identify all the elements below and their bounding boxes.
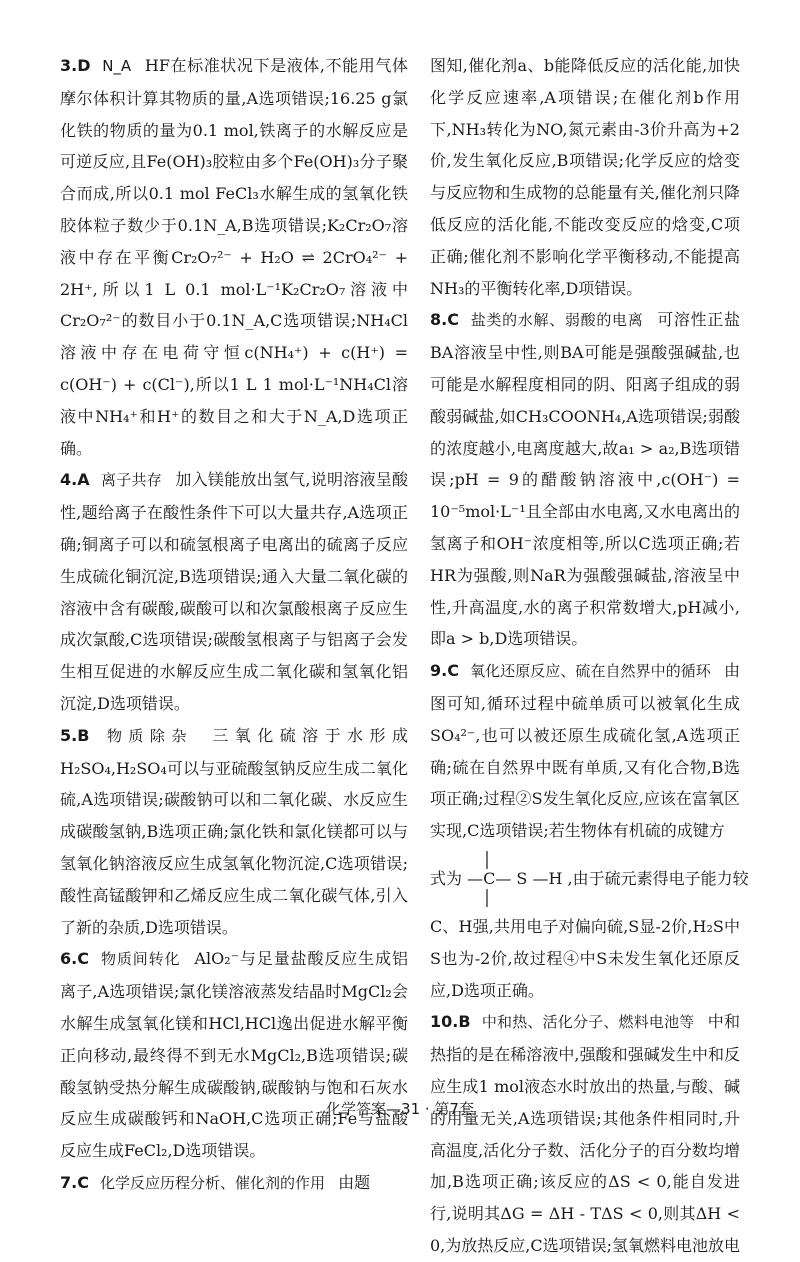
answer-text: 中和热指的是在稀溶液中,强酸和强碱发生中和反应生成1 mol液态水时放出的热量,与酸、碱的用量无关,A选项错误;其他条件相同时,升高温度,活化分子数、活化分子的百分数均增加,B选项正确;该反应的ΔS < 0,能自发进行,说明其ΔG = ΔH - TΔS < 0,则其ΔH < 0,为放热反应,C选项错误;氢氧燃料电池放电: [430, 1012, 740, 1255]
answer-number: 10.B: [430, 1012, 471, 1032]
left-column: [60, 50, 408, 1200]
answer-topic: 物质除杂: [106, 726, 193, 745]
answer-number: 6.C: [60, 949, 89, 969]
structure-formula-text: 式为 —C— S —H ,由于硫元素得电子能力较: [430, 868, 749, 888]
answer-item-6: [60, 943, 408, 1167]
answer-text: AlO₂⁻与足量盐酸反应生成铝离子,A选项错误;氯化镁溶液蒸发结晶时MgCl₂会水解生成氢氧化镁和HCl,HCl逸出促进水解平衡正向移动,最终得不到无水MgCl₂,B选项错误;碳酸氢钠受热分解生成碳酸钠,碳酸钠与饱和石灰水反应生成碳酸钙和NaOH,C选项正确;Fe与盐酸反应生成FeCl₂,D选项错误。: [60, 949, 408, 1161]
structure-formula-line: [430, 847, 749, 911]
answer-topic: 物质间转化: [100, 950, 181, 969]
answer-item-3: [60, 50, 408, 464]
answer-item-10: [430, 1006, 740, 1261]
answer-number: 5.B: [60, 725, 90, 745]
answer-item-9: [430, 655, 740, 847]
answer-item-7-continued: [430, 50, 740, 304]
answer-text: HF在标准状况下是液体,不能用气体摩尔体积计算其物质的量,A选项错误;16.25 g氯化铁的物质的量为0.1 mol,铁离子的水解反应是可逆反应,且Fe(OH)₃胶粒由多个Fe(OH)₃分子聚合而成,所以0.1 mol FeCl₃水解生成的氢氧化铁胶体粒子数少于0.1N_A,B选项错误;K₂Cr₂O₇溶液中存在平衡Cr₂O₇²⁻ + H₂O ⇌ 2CrO₄²⁻ + 2H⁺,所以1 L 0.1 mol·L⁻¹K₂Cr₂O₇溶液中Cr₂O₇²⁻的数目小于0.1N_A,C选项错误;NH₄Cl溶液中存在电荷守恒c(NH₄⁺) + c(H⁺) = c(OH⁻) + c(Cl⁻),所以1 L 1 mol·L⁻¹NH₄Cl溶液中NH₄⁺和H⁺的数目之和大于N_A,D选项正确。: [60, 56, 408, 458]
answer-number: 7.C: [60, 1172, 89, 1192]
page-footer: 化学答案—31 · 第7套: [326, 1100, 474, 1118]
answer-topic: 化学反应历程分析、催化剂的作用: [100, 1173, 326, 1192]
answer-text: 三氧化硫溶于水形成H₂SO₄,H₂SO₄可以与亚硫酸氢钠反应生成二氧化硫,A选项错误;碳酸钠可以和二氧化碳、水反应生成碳酸氢钠,B选项正确;氯化铁和氯化镁都可以与氢氧化钠溶液反应生成氢氧化物沉淀,C选项错误;酸性高锰酸钾和乙烯反应生成二氧化碳气体,引入了新的杂质,D选项错误。: [60, 725, 408, 937]
answer-item-7: [60, 1167, 408, 1200]
answer-number: 9.C: [430, 661, 459, 681]
answer-number: 4.A: [60, 470, 90, 490]
answer-item-5: [60, 720, 408, 944]
answer-item-8: [430, 304, 740, 655]
answer-item-4: [60, 464, 408, 719]
answer-text: 图知,催化剂a、b能降低反应的活化能,加快化学反应速率,A项错误;在催化剂b作用下,NH₃转化为NO,氮元素由-3价升高为+2价,发生氧化反应,B项错误;化学反应的焓变与反应物和生成物的总能量有关,催化剂只降低反应的活化能,不能改变反应的焓变,C项正确;催化剂不影响化学平衡移动,不能提高NH₃的平衡转化率,D项错误。: [430, 56, 740, 298]
answer-number: 3.D: [60, 56, 91, 75]
answer-topic: N_A: [102, 57, 132, 75]
answer-text: 由图可知,循环过程中硫单质可以被氧化生成SO₄²⁻,也可以被还原生成硫化氢,A选项正确;硫在自然界中既有单质,又有化合物,B选项正确;过程②S发生氧化反应,应该在富氧区实现,C选项错误;若生物体有机硫的成键方: [430, 661, 740, 841]
answer-text: 可溶性正盐BA溶液呈中性,则BA可能是强酸强碱盐,也可能是水解程度相同的阴、阳离子组成的弱酸弱碱盐,如CH₃COONH₄,A选项错误;弱酸的浓度越小,电离度越大,故a₁ > a₂,B选项错误;pH = 9的醋酸钠溶液中,c(OH⁻) = 10⁻⁵mol·L⁻¹且全部由水电离,又水电离出的氢离子和OH⁻浓度相等,所以C选项正确;若HR为强酸,则NaR为强酸强碱盐,溶液呈中性,升高温度,水的离子积常数增大,pH减小,即a > b,D选项错误。: [430, 310, 740, 649]
answer-text: 由题: [338, 1172, 371, 1192]
answer-topic: 离子共存: [100, 471, 162, 490]
answer-topic: 盐类的水解、弱酸的电离: [470, 311, 644, 330]
right-column: [430, 50, 749, 1262]
answer-text: 加入镁能放出氢气,说明溶液呈酸性,题给离子在酸性条件下可以大量共存,A选项正确;铜离子可以和硫氢根离子电离出的硫离子反应生成硫化铜沉淀,B选项错误;通入大量二氧化碳的溶液中含有碳酸,碳酸可以和次氯酸根离子反应生成次氯酸,C选项错误;碳酸氢根离子与铝离子会发生相互促进的水解反应生成二氧化碳和氢氧化铝沉淀,D选项错误。: [60, 470, 408, 713]
answer-topic: 中和热、活化分子、燃料电池等: [481, 1013, 695, 1032]
answer-number: 8.C: [430, 310, 459, 330]
answer-text: C、H强,共用电子对偏向硫,S显-2价,H₂S中S也为-2价,故过程④中S未发生氧化还原反应,D选项正确。: [430, 916, 740, 1000]
answer-item-9-continued: [430, 911, 740, 1006]
answer-topic: 氧化还原反应、硫在自然界中的循环: [470, 662, 711, 681]
